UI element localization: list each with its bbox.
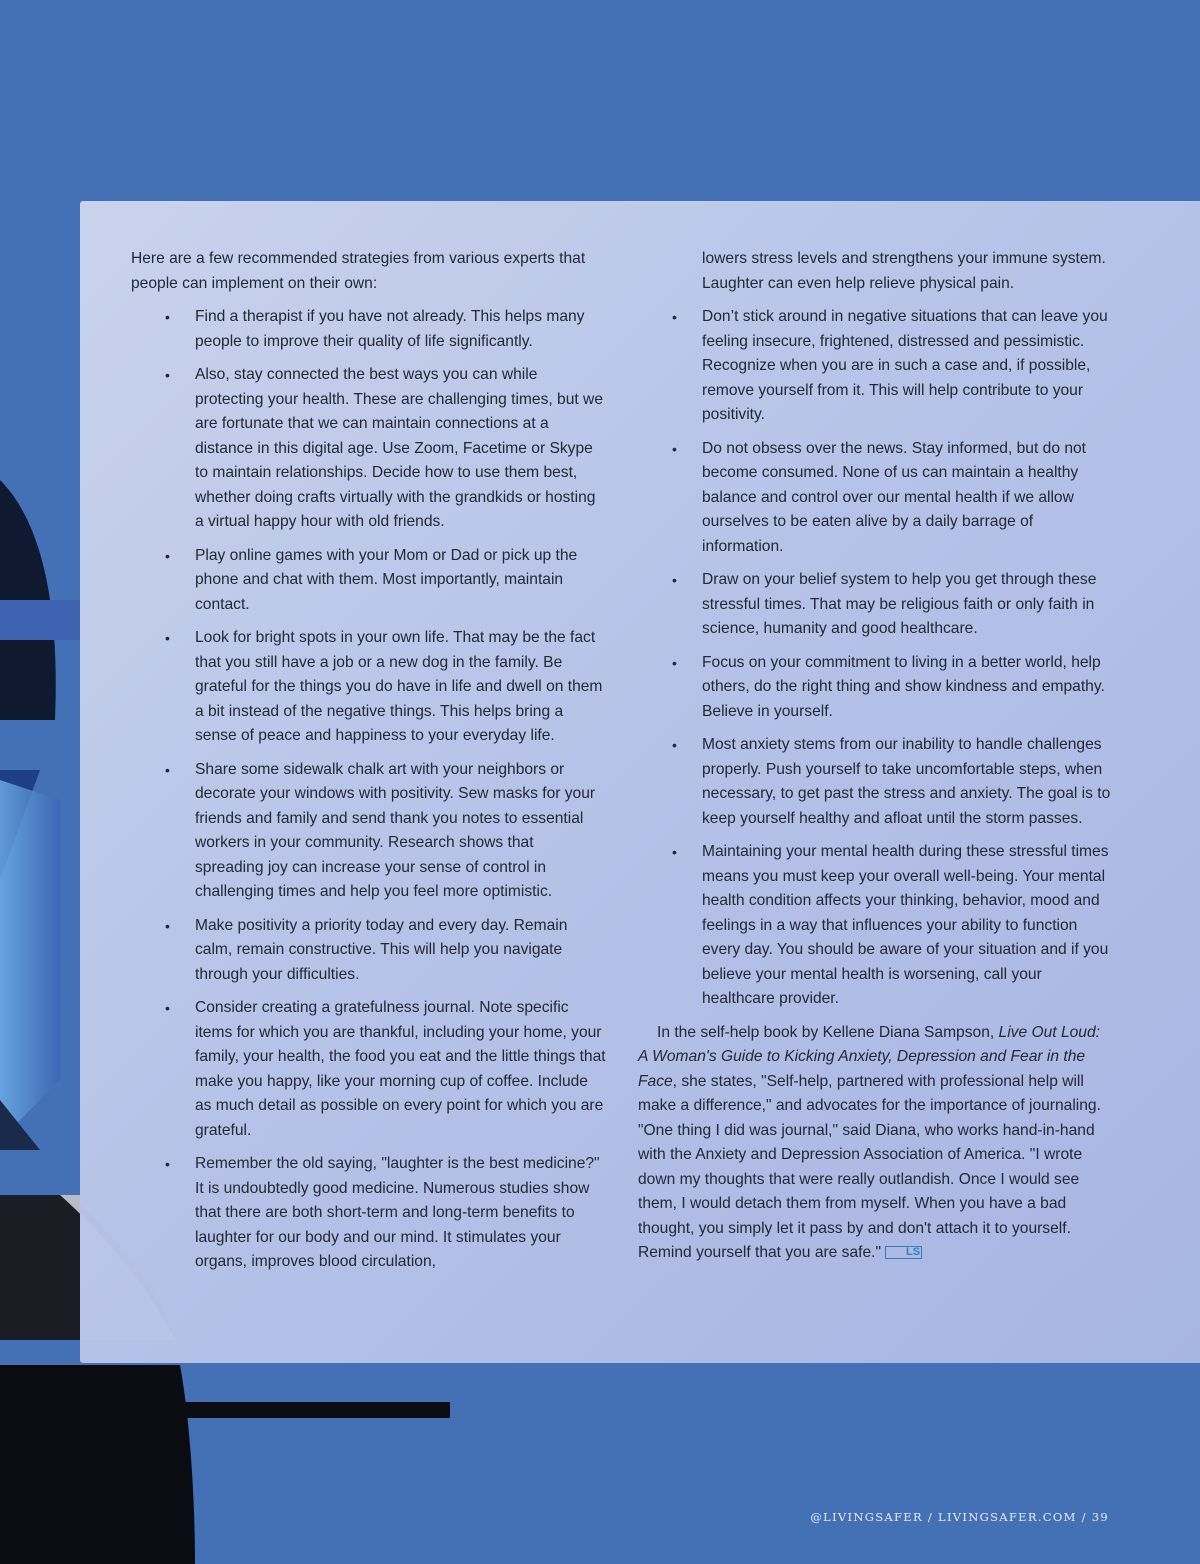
- list-item: • Most anxiety stems from our inability to handle challenges properly. Push yourself to take uncomfortable steps, when necessary, to get past the stress and anxiety. The goal is to keep yourself healthy and afloat until the storm passes.: [702, 733, 1113, 831]
- list-item: • Focus on your commitment to living in a better world, help others, do the right thing and show kindness and empathy. Believe in yourself.: [702, 651, 1113, 725]
- bullet-icon: •: [672, 844, 677, 860]
- page-footer: @LIVINGSAFER / LIVINGSAFER.COM / 39: [810, 1510, 1109, 1524]
- list-item: • Look for bright spots in your own life. That may be the fact that you still have a job or a new dog in the family. Be grateful for the things you do have in life and dwell on them a bit instead of the negative things. This helps bring a sense of peace and happiness to your everyday life.: [195, 626, 606, 749]
- list-item: • Don’t stick around in negative situations that can leave you feeling insecure, frightened, distressed and pessimistic. Recognize when you are in such a case and, if possible, remove yourself from it. This will help contribute to your positivity.: [702, 305, 1113, 428]
- bullet-icon: •: [165, 917, 170, 934]
- list-item-continuation: lowers stress levels and strengthens your immune system. Laughter can even help relieve physical pain.: [702, 250, 1106, 292]
- list-item: • Draw on your belief system to help you get through these stressful times. That may be religious faith or only faith in science, humanity and good healthcare.: [702, 568, 1113, 642]
- bullet-icon: •: [672, 572, 677, 588]
- bullet-icon: •: [165, 1156, 170, 1172]
- list-item: • Make positivity a priority today and every day. Remain calm, remain constructive. This will help you navigate through your difficulties.: [195, 914, 606, 988]
- bullet-icon: •: [672, 654, 677, 671]
- list-item: • Remember the old saying, "laughter is the best medicine?" It is undoubtedly good medicine. Numerous studies show that there are both short-term and long-term benefits to laughter for our body and our mind. It stimulates your organs, improves blood circulation,: [195, 1152, 606, 1275]
- bullet-icon: •: [165, 547, 170, 564]
- list-item: • Find a therapist if you have not already. This helps many people to improve their quality of life significantly.: [195, 305, 606, 354]
- bullet-icon: •: [165, 367, 170, 383]
- list-item: • Maintaining your mental health during these stressful times means you must keep your overall well-being. Your mental health condition affects your thinking, behavior, mood and feelings in a way that influences your ability to function every day. You should be aware of your situation and if you believe your mental health is worsening, call your healthcare provider.: [702, 840, 1113, 1012]
- bullet-icon: •: [165, 761, 170, 778]
- bullet-icon: •: [165, 630, 170, 646]
- list-item: • Play online games with your Mom or Dad or pick up the phone and chat with them. Most importantly, maintain contact.: [195, 544, 606, 618]
- bullet-icon: •: [672, 440, 677, 457]
- bullet-icon: •: [165, 1000, 170, 1016]
- intro-paragraph: Here are a few recommended strategies from various experts that people can implement on their own:: [131, 250, 586, 292]
- list-item: • Do not obsess over the news. Stay informed, but do not become consumed. None of us can maintain a healthy balance and control over our mental health if we allow ourselves to be eaten alive by a daily barrage of information.: [702, 437, 1113, 560]
- book-title: Live Out Loud: A Woman's Guide to Kicking Anxiety, Depression and Fear in the Face: [638, 1023, 1100, 1090]
- bullet-icon: •: [165, 309, 170, 325]
- closing-paragraph: In the self-help book by Kellene Diana Sampson, Live Out Loud: A Woman's Guide to Kicking Anxiety, Depression and Fear in the Face, she states, "Self-help, partnered with professional help will make a difference," and advocates for the importance of journaling. "One thing I did was journal," said Diana, who works hand-in-hand with the Anxiety and Depression Association of America. "I wrote down my thoughts that were really outlandish. Once I would see them, I would detach them from myself. When you have a bad thought, you simply let it pass by and don't attach it to yourself. Remind yourself that you are safe." LS: [638, 1023, 1101, 1261]
- list-item: • Share some sidewalk chalk art with your neighbors or decorate your windows with positivity. Sew masks for your friends and family and send thank you notes to essential workers in your community. Research shows that spreading joy can increase your sense of control in challenging times and help you feel more optimistic.: [195, 758, 606, 905]
- article-column-right: [638, 247, 1113, 1266]
- bullet-icon: •: [672, 309, 677, 325]
- list-item: • Consider creating a gratefulness journal. Note specific items for which you are thankful, including your home, your family, your health, the food you eat and the little things that make you happy, like your morning cup of coffee. Include as much detail as possible on every point for which you are grateful.: [195, 996, 606, 1143]
- bullet-icon: •: [672, 737, 677, 753]
- strategy-list-left: [131, 305, 606, 1275]
- list-item: • Also, stay connected the best ways you can while protecting your health. These are challenging times, but we are fortunate that we can maintain connections at a distance in this digital age. Use Zoom, Facetime or Skype to maintain relationships. Decide how to use them best, whether doing crafts virtually with the grandkids or hosting a virtual happy hour with old friends.: [195, 363, 606, 535]
- strategy-list-right: [638, 305, 1113, 1012]
- article-column-left: [131, 247, 606, 1284]
- end-mark-icon: LS: [885, 1246, 922, 1259]
